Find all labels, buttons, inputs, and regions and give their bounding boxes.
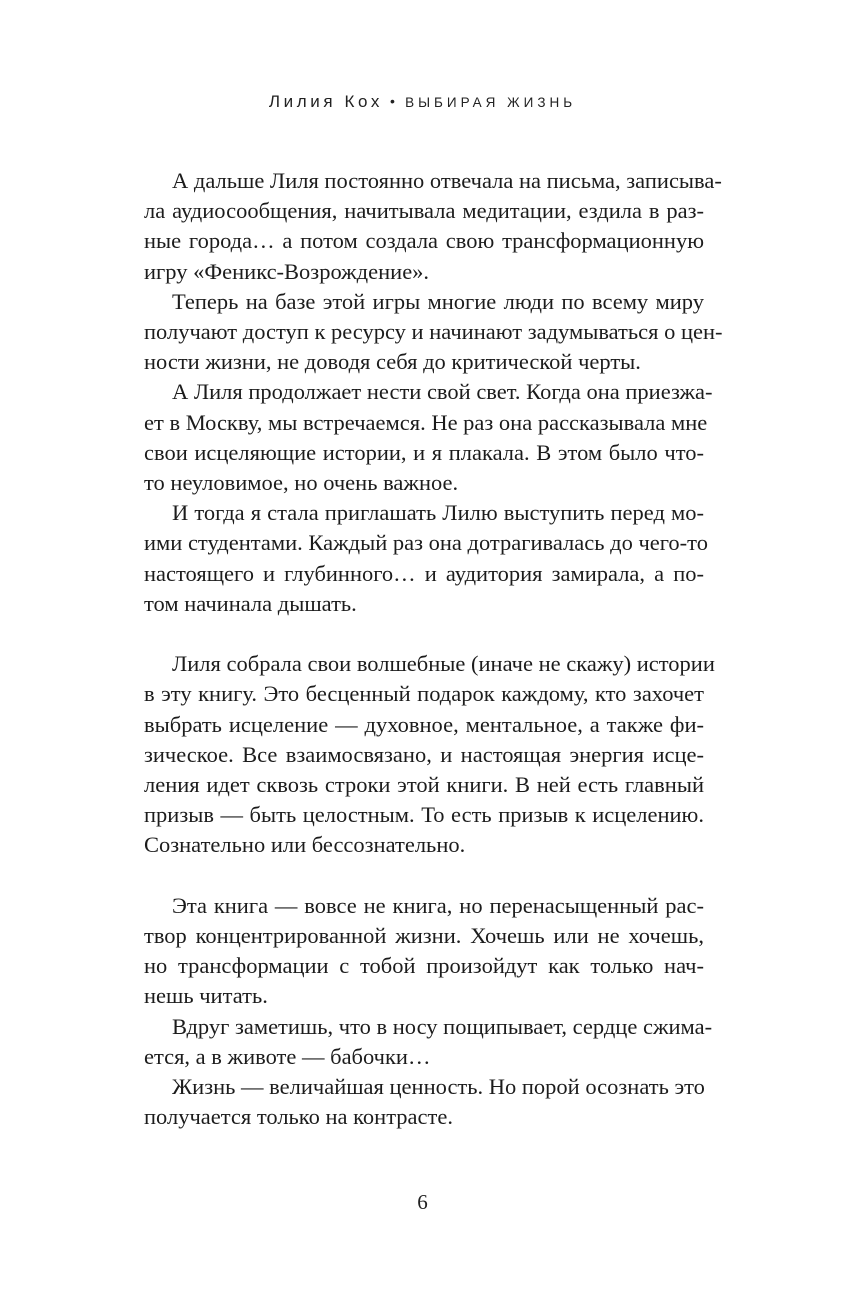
text-line: А дальше Лиля постоянно отвечала на письма, записыва- [172,168,722,193]
header-author: Лилия Кох [268,92,383,111]
text-line: ется, а в животе — бабочки… [144,1043,431,1069]
text-line: И тогда я стала приглашать Лилю выступить перед мо- [172,500,704,526]
text-line: ла аудиосообщения, начитывала медитации, ездила в раз- [144,198,704,224]
paragraph [144,287,723,378]
paragraph [144,1072,704,1132]
text-line: но трансформации с тобой произойдут как только нач- [144,953,704,979]
paragraph [144,1012,713,1072]
text-line: Лиля собрала свои волшебные (иначе не скажу) истории [172,651,715,677]
text-line: получают доступ к ресурсу и начинают задумываться о цен- [144,319,723,345]
header-book-title: ВЫБИРАЯ ЖИЗНЬ [405,95,577,110]
text-line: А Лиля продолжает нести свой свет. Когда она приезжа- [172,379,713,405]
header-separator: • [389,93,399,109]
text-line: настоящего и глубинного… и аудитория замирала, а по- [144,560,704,586]
paragraph-gap [144,619,704,649]
text-line: Вдруг заметишь, что в носу пощипывает, сердце сжима- [172,1013,713,1039]
text-line: свои исцеляющие истории, и я плакала. В этом было что- [144,439,704,465]
text-line: нешь читать. [144,983,268,1009]
running-header [0,92,845,112]
text-line: том начинала дышать. [144,590,357,616]
paragraph [144,377,713,498]
text-line: зическое. Все взаимосвязано, и настоящая энергия исце- [144,741,704,767]
text-line: призыв — быть целостным. То есть призыв к исцелению. [144,802,704,828]
text-line: Теперь на базе этой игры многие люди по всему миру [172,288,704,314]
page-number: 6 [417,1190,428,1214]
text-line: игру «Феникс-Возрождение». [144,258,430,284]
paragraph [144,498,708,619]
text-line: ления идет сквозь строки этой книги. В ней есть главный [144,772,704,798]
paragraph [144,891,704,1012]
text-line: получается только на контрасте. [144,1104,453,1130]
text-line: в эту книгу. Это бесценный подарок каждому, кто захочет [144,681,704,707]
body-text [144,166,723,1132]
paragraph-gap [144,861,704,891]
text-line: ные города… а потом создала свою трансформационную [144,228,704,254]
paragraph [144,649,715,860]
text-line: Сознательно или бессознательно. [144,832,466,858]
text-line: Жизнь — величайшая ценность. Но порой осознать это [172,1074,705,1100]
text-line: Эта книга — вовсе не книга, но перенасыщенный рас- [172,892,704,918]
text-line: выбрать исцеление — духовное, ментальное, а также фи- [144,711,704,737]
text-line: ими студентами. Каждый раз она дотрагивалась до чего-то [144,530,708,556]
text-line: то неуловимое, но очень важное. [144,470,459,496]
paragraph [144,166,722,287]
text-line: твор концентрированной жизни. Хочешь или не хочешь, [144,923,704,949]
text-line: ет в Москву, мы встречаемся. Не раз она рассказывала мне [144,409,708,435]
text-line: ности жизни, не доводя себя до критической черты. [144,349,641,375]
